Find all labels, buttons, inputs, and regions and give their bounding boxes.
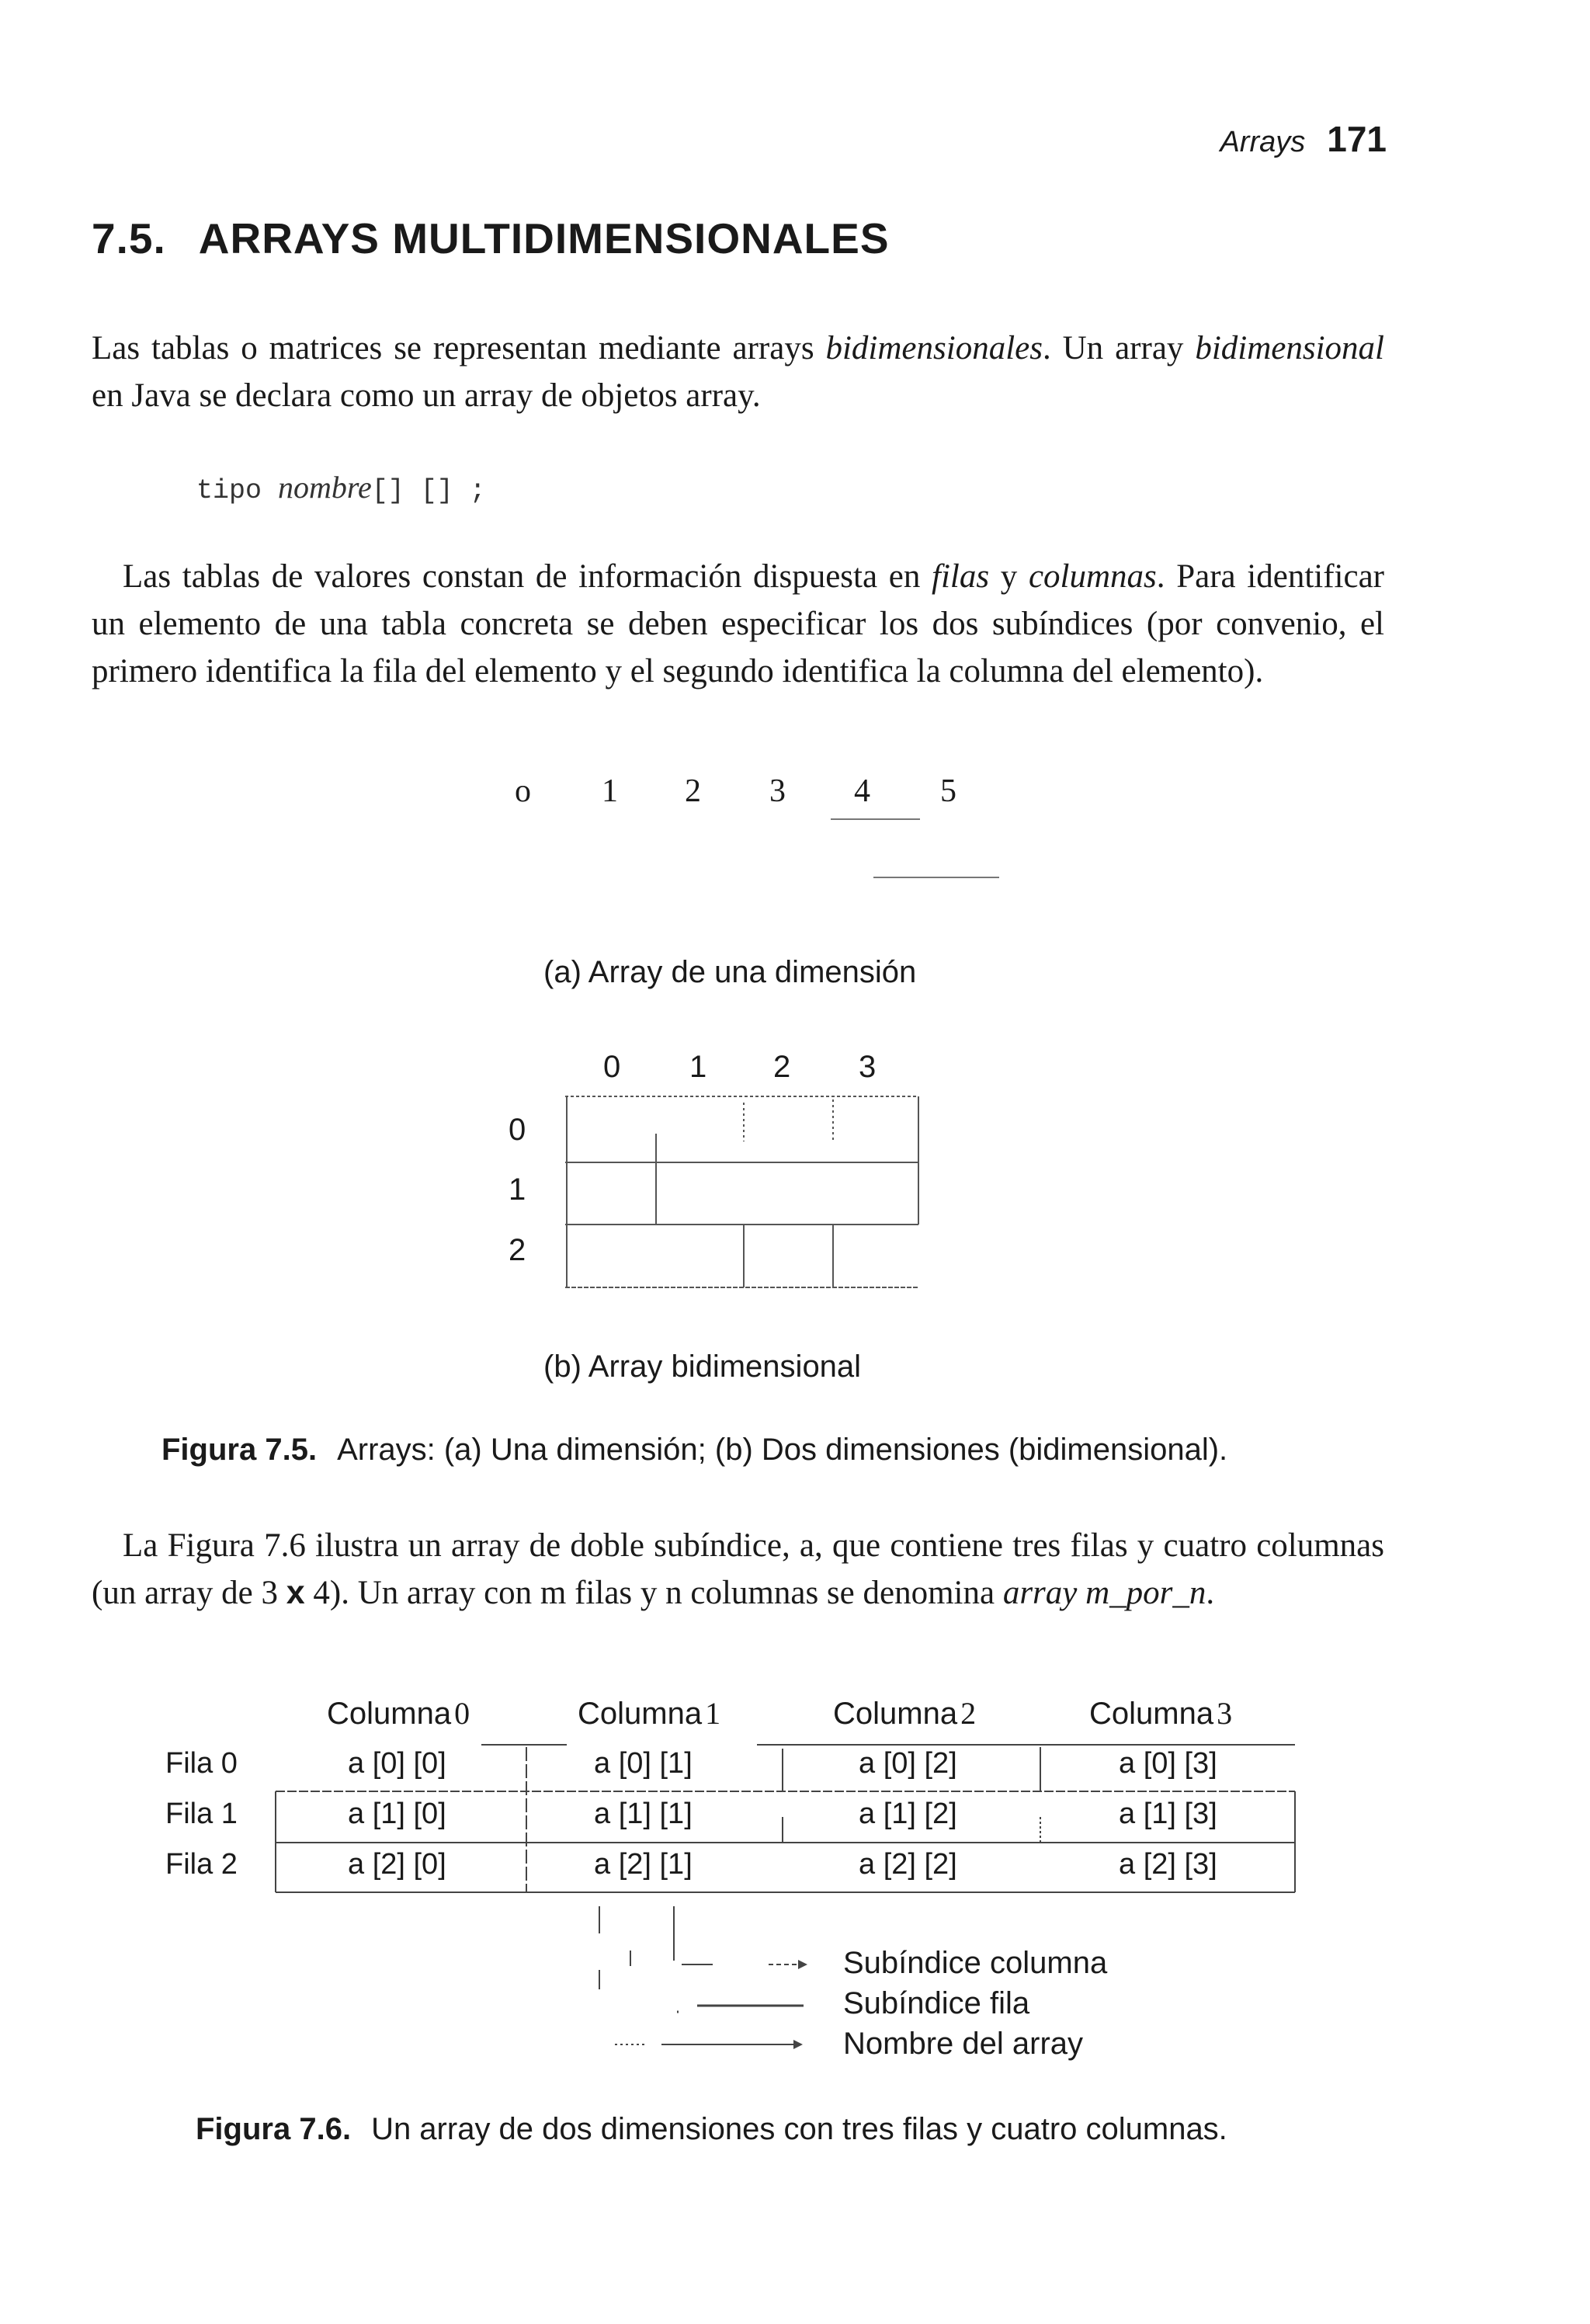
code-suffix: [] [] ; xyxy=(371,475,486,506)
caption-b: (b) Array bidimensional xyxy=(543,1350,862,1384)
column-number: 3 xyxy=(1217,1696,1233,1731)
grid-row-index: 0 xyxy=(509,1113,526,1147)
table-cell: a [2] [3] xyxy=(1119,1848,1217,1881)
arrow-head xyxy=(798,1960,807,1969)
one-d-index: 1 xyxy=(602,773,618,809)
table-cell: a [0] [3] xyxy=(1119,1747,1217,1780)
table-cell: a [1] [2] xyxy=(859,1798,957,1830)
grid-col-index: 2 xyxy=(773,1050,791,1084)
header-section: Arrays xyxy=(1220,126,1306,158)
para2-emph-2: columnas xyxy=(1028,558,1157,595)
code-tipo: tipo xyxy=(196,475,262,506)
figure-7-5-text: Arrays: (a) Una dimensión; (b) Dos dimensiones (bidimensional). xyxy=(337,1433,1228,1467)
para1-emph-2: bidimensional xyxy=(1195,330,1384,366)
column-number: 0 xyxy=(454,1696,470,1731)
column-number: 2 xyxy=(960,1696,977,1731)
table-cell: a [1] [1] xyxy=(594,1798,693,1830)
column-number: 1 xyxy=(705,1696,721,1731)
one-d-index: 3 xyxy=(769,773,786,809)
para3-text-3: . xyxy=(1206,1575,1215,1611)
row-label-0: Fila 0 xyxy=(165,1747,238,1780)
para2-text-1: Las tablas de valores constan de información dispuesta en xyxy=(123,558,932,595)
one-d-index: 5 xyxy=(940,773,956,809)
caption-a: (a) Array de una dimensión xyxy=(543,955,917,989)
figure-7-6-caption xyxy=(196,2112,1227,2147)
figure-7-6-text: Un array de dos dimensiones con tres filas y cuatro columnas. xyxy=(371,2112,1227,2146)
column-label: Columna xyxy=(833,1697,958,1731)
table-cell: a [0] [1] xyxy=(594,1747,693,1780)
page-number: 171 xyxy=(1327,119,1387,159)
figure-7-6-label: Figura 7.6. xyxy=(196,2112,352,2146)
legend-column-index: Subíndice columna xyxy=(843,1946,1108,1980)
para3-text-2: 4). Un array con m filas y n columnas se denomina xyxy=(304,1575,1003,1611)
para1-text-1: Las tablas o matrices se representan mediante arrays xyxy=(92,330,826,366)
para1-text-3: en Java se declara como un array de objetos array. xyxy=(92,377,761,414)
legend-array-name: Nombre del array xyxy=(843,2027,1084,2061)
figure-7-5-label: Figura 7.5. xyxy=(161,1433,318,1467)
one-d-index: o xyxy=(515,773,531,809)
table-cell: a [1] [0] xyxy=(348,1798,446,1830)
grid-col-index: 3 xyxy=(859,1050,877,1084)
table-cell: a [0] [2] xyxy=(859,1747,957,1780)
column-label: Columna xyxy=(1089,1697,1214,1731)
code-nombre: nombre xyxy=(278,470,372,505)
row-label-2: Fila 2 xyxy=(165,1848,238,1881)
para1-emph-1: bidimensionales xyxy=(825,330,1043,366)
grid-row-index: 1 xyxy=(509,1172,526,1207)
legend-row-index: Subíndice fila xyxy=(843,1986,1030,2020)
grid-col-index: 1 xyxy=(689,1050,707,1084)
row-label-1: Fila 1 xyxy=(165,1798,238,1830)
para3-times: x xyxy=(286,1574,305,1611)
arrow-head xyxy=(793,2040,803,2049)
one-d-index: 4 xyxy=(854,773,870,809)
grid-col-index: 0 xyxy=(603,1050,621,1084)
para2-text-2: y xyxy=(989,558,1029,595)
para3-emph-1: array m_por_n xyxy=(1002,1575,1206,1611)
para2-text-3: . Para identificar un elemento de una tabla concreta se deben especificar los dos subíndices (por convenio, el primero identifica la fila del elemento y el segundo identifica la columna del elemento). xyxy=(92,558,1384,690)
section-number: 7.5. xyxy=(92,214,166,262)
table-cell: a [2] [0] xyxy=(348,1848,446,1881)
para2-emph-1: filas xyxy=(932,558,990,595)
grid-row-index: 2 xyxy=(509,1233,526,1267)
table-cell: a [0] [0] xyxy=(348,1747,446,1780)
column-label: Columna xyxy=(578,1697,703,1731)
table-cell: a [2] [1] xyxy=(594,1848,693,1881)
section-title: ARRAYS MULTIDIMENSIONALES xyxy=(198,214,890,262)
para1-text-2: . Un array xyxy=(1042,330,1196,366)
one-d-index: 2 xyxy=(685,773,701,809)
table-cell: a [1] [3] xyxy=(1119,1798,1217,1830)
para3-text-1: La Figura 7.6 ilustra un array de doble subíndice, a, que contiene tres filas y cuatro columnas (un array de 3 xyxy=(92,1527,1384,1611)
table-cell: a [2] [2] xyxy=(859,1848,957,1881)
column-label: Columna xyxy=(327,1697,452,1731)
